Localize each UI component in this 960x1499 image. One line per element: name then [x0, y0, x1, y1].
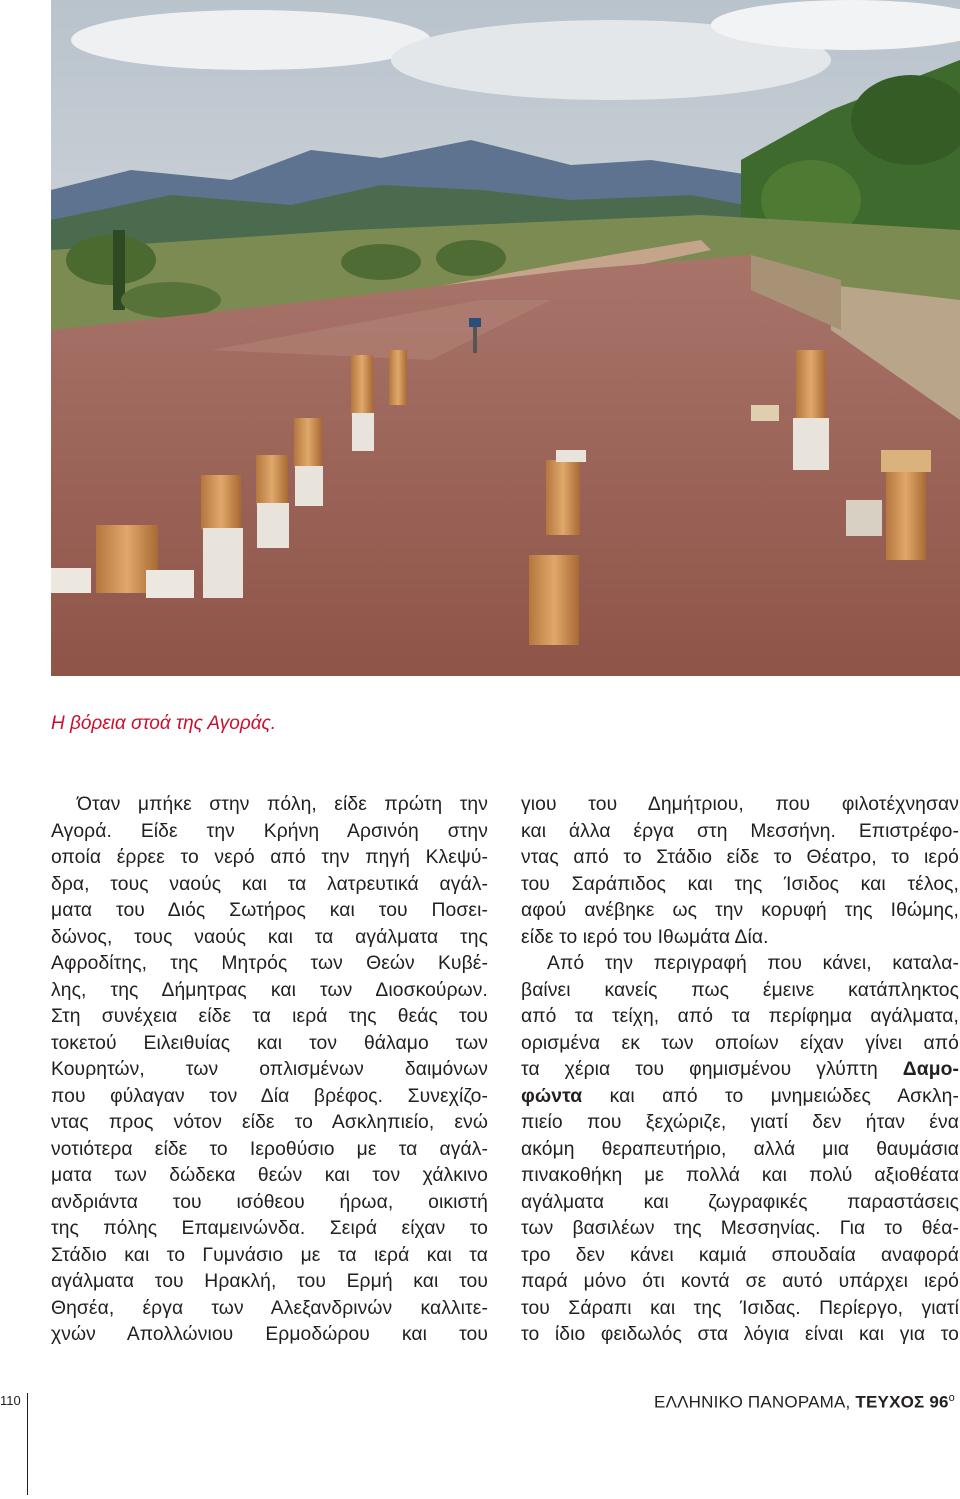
sculptor-name-part1: Δαμο-: [902, 1059, 959, 1080]
text-line: δώνος, τους ναούς και τα αγάλματα της: [51, 926, 488, 948]
text-line: ντας από το Στάδιο είδε το Θέατρο, το ιερό: [521, 847, 959, 868]
text-line: Θησέα, έργα των Αλεξανδρινών καλλιτε-: [51, 1297, 488, 1319]
text-run: και από το μνημειώδες Ασκλη-: [582, 1085, 959, 1107]
text-line: παρά μόνο ότι κοντά σε αυτό υπάρχει ιερό: [521, 1271, 959, 1292]
text-line: λης, της Δήμητρας και των Διοσκούρων.: [51, 979, 488, 1001]
magazine-name: ΕΛΛΗΝΙΚΟ ΠΑΝΟΡΑΜΑ,: [654, 1392, 856, 1412]
text-line: [521, 1084, 959, 1111]
text-line: γιου του Δημήτριου, που φιλοτέχνησαν: [521, 794, 959, 815]
text-line: είδε το ιερό του Ιθωμάτα Δία.: [521, 926, 769, 948]
text-line: [521, 1057, 959, 1084]
text-line: και άλλα έργα στη Μεσσήνη. Επιστρέφο-: [521, 820, 959, 842]
issue-ordinal: ο: [948, 1392, 955, 1404]
text-line: Όταν μπήκε στην πόλη, είδε πρώτη την: [77, 794, 488, 815]
text-line: πιείο που ξεχώριζε, γιατί δεν ήταν ένα: [521, 1112, 959, 1133]
text-line: νοτιότερα είδε το Ιεροθύσιο με τα αγάλ-: [51, 1138, 488, 1160]
text-line: χνών Απολλώνιου Ερμοδώρου και του: [51, 1324, 488, 1345]
text-line: Από την περιγραφή που κάνει, καταλα-: [547, 953, 959, 974]
text-line: ακόμη θεραπευτήριο, αλλά μια θαυμάσια: [521, 1138, 959, 1160]
text-line: Στάδιο και το Γυμνάσιο με τα ιερά και τα: [51, 1244, 488, 1266]
text-line: Κουρητών, των οπλισμένων δαιμόνων: [51, 1059, 488, 1080]
text-column-left: [51, 792, 488, 1349]
text-line: Αφροδίτης, της Μητρός των Θεών Κυβέ-: [51, 953, 488, 974]
text-line: τοκετού Ειλειθυίας και τον θάλαμο των: [51, 1032, 488, 1054]
text-line: ορισμένα εκ των οποίων είχαν γίνει από: [521, 1032, 959, 1054]
text-run: τα χέρια του φημισμένου γλύπτη: [521, 1059, 903, 1080]
text-line: βαίνει κανείς πως έμεινε κατάπληκτος: [521, 979, 959, 1001]
footer-divider: [27, 1393, 28, 1495]
text-line: τρο δεν κάνει καμιά σπουδαία αναφορά: [521, 1244, 959, 1266]
text-line: από τα τείχη, από τα περίφημα αγάλματα,: [521, 1006, 959, 1027]
text-line: του Σάραπι και της Ίσιδας. Περίεργο, γιατί: [521, 1297, 959, 1319]
text-column-right: [521, 792, 959, 1349]
text-line: των βασιλέων της Μεσσηνίας. Για το θέα-: [521, 1218, 959, 1239]
text-line: αφού ανέβηκε ως την κορυφή της Ιθώμης,: [521, 900, 959, 921]
text-line: οποία έρρεε το νερό από την πηγή Κλεψύ-: [51, 847, 488, 868]
sculptor-name-part2: φώντα: [521, 1085, 583, 1107]
footer-magazine: [654, 1392, 955, 1413]
agora-photo: [51, 0, 960, 676]
text-line: ανδριάντα του ισόθεου ήρωα, οικιστή: [51, 1191, 488, 1213]
text-line: το ίδιο φειδωλός στα λόγια είναι και για το: [521, 1324, 959, 1345]
issue-number: ΤΕΥΧΟΣ 96: [855, 1392, 949, 1412]
text-line: αγάλματα και ζωγραφικές παραστάσεις: [521, 1191, 959, 1213]
text-line: Αγορά. Είδε την Κρήνη Αρσινόη στην: [51, 820, 488, 842]
text-line: δρα, τους ναούς και τα λατρευτικά αγάλ-: [51, 873, 488, 895]
text-line: ματα των δώδεκα θεών και τον χάλκινο: [51, 1165, 488, 1186]
text-line: Στη συνέχεια είδε τα ιερά της θεάς του: [51, 1006, 488, 1027]
text-line: ματα του Διός Σωτήρος και του Ποσει-: [51, 900, 488, 921]
text-line: πινακοθήκη με πολλά και πολύ αξιοθέατα: [521, 1165, 959, 1186]
text-line: αγάλματα του Ηρακλή, του Ερμή και του: [51, 1271, 488, 1292]
text-line: του Σαράπιδος και της Ίσιδος και τέλος,: [521, 873, 959, 895]
text-line: που φύλαγαν τον Δία βρέφος. Συνεχίζο-: [51, 1085, 488, 1107]
text-line: ντας προς νότον είδε το Ασκληπιείο, ενώ: [51, 1112, 488, 1133]
page-number: 110: [0, 1393, 21, 1408]
photo-caption: Η βόρεια στοά της Αγοράς.: [51, 713, 277, 734]
text-line: της πόλης Επαμεινώνδα. Σειρά είχαν το: [51, 1218, 488, 1239]
